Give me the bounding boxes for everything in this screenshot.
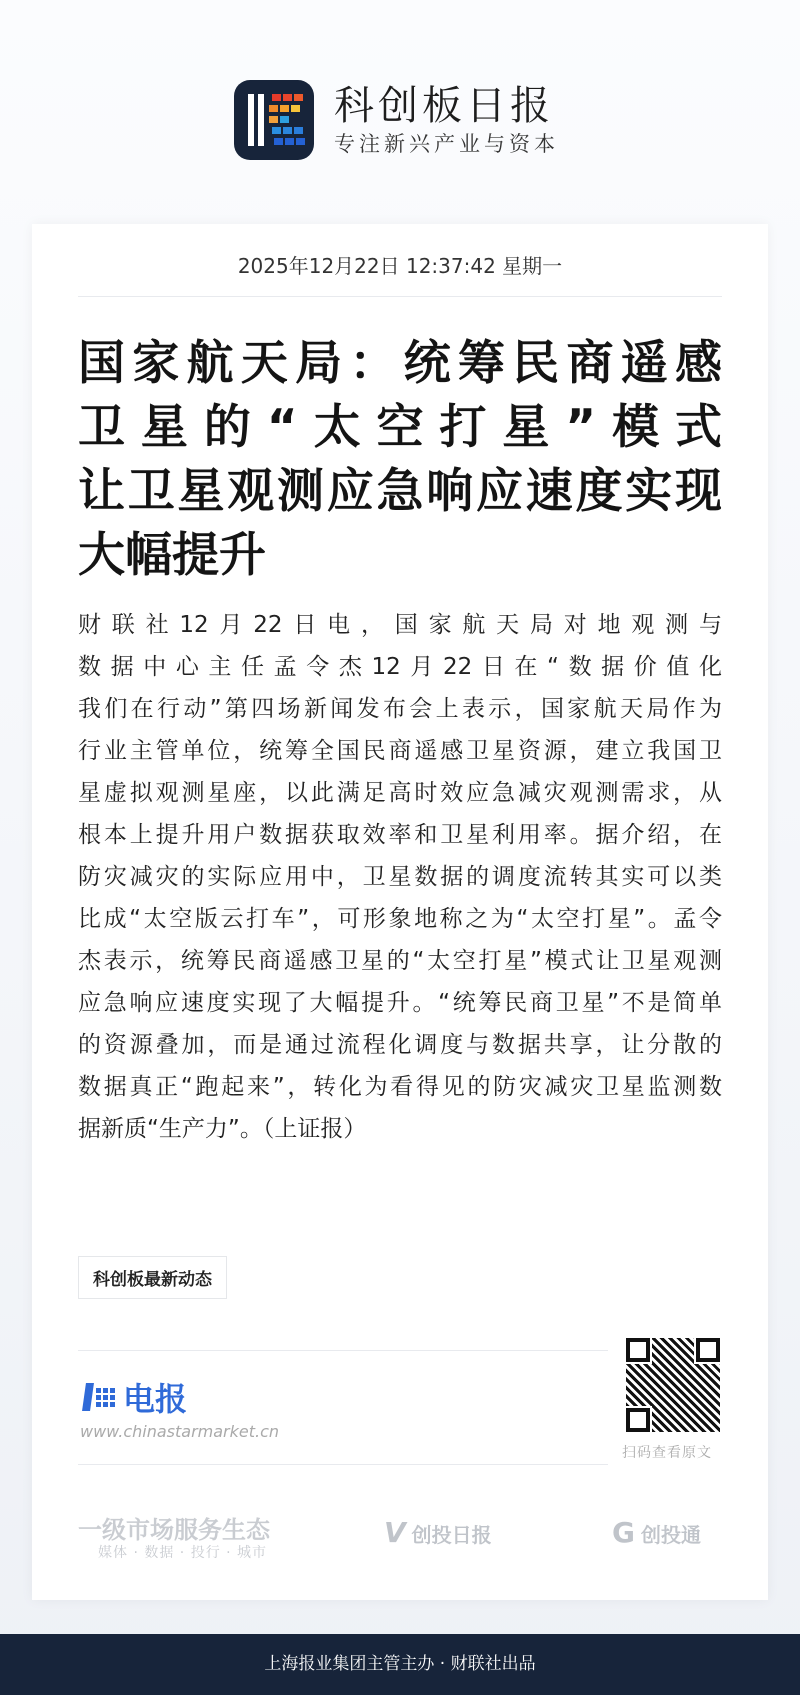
body-line: 据新质“生产力”。（上证报） bbox=[78, 1116, 367, 1142]
brand-name: 科创板日报 bbox=[334, 83, 554, 129]
body-line: 的资源叠加，而是通过流程化调度与数据共享，让分散的 bbox=[78, 1032, 722, 1058]
article-datetime: 2025年12月22日 12:37:42 星期一 bbox=[237, 254, 563, 278]
partner-label: 创投通 bbox=[640, 1523, 701, 1547]
partner-logo-chuangtoutong bbox=[612, 1516, 701, 1549]
dianbao-label: 电报 bbox=[123, 1380, 188, 1418]
ecosystem-subtitle: 媒体 · 数据 · 投行 · 城市 bbox=[98, 1545, 268, 1561]
ecosystem-title: 一级市场服务生态 bbox=[78, 1516, 270, 1544]
divider bbox=[78, 296, 722, 297]
article-body bbox=[78, 604, 722, 1150]
body-line: 行业主管单位，统筹全国民商遥感卫星资源，建立我国卫 bbox=[78, 738, 722, 764]
body-line: 数据真正“跑起来”，转化为看得见的防灾减灾卫星监测数 bbox=[78, 1074, 722, 1100]
body-line: 应急响应速度实现了大幅提升。“统筹民商卫星”不是简单 bbox=[78, 990, 722, 1016]
qr-label: 扫码查看原文 bbox=[622, 1445, 712, 1461]
divider bbox=[78, 1464, 608, 1465]
brand-slogan: 专注新兴产业与资本 bbox=[334, 132, 559, 156]
qr-code-icon[interactable] bbox=[626, 1338, 720, 1432]
body-line: 比成“太空版云打车”，可形象地称之为“太空打星”。孟令 bbox=[78, 906, 722, 932]
body-line: 根本上提升用户数据获取效率和卫星利用率。据介绍，在 bbox=[78, 822, 722, 848]
v-logo-icon: V bbox=[384, 1516, 406, 1549]
body-line: 数据中心主任孟令杰12月22日在“数据价值化 bbox=[78, 654, 722, 680]
brand-logo-icon bbox=[234, 80, 314, 160]
c-logo-icon: G bbox=[612, 1516, 635, 1549]
footer-bar: 上海报业集团主管主办 · 财联社出品 bbox=[0, 1634, 800, 1695]
brand-header bbox=[234, 80, 559, 160]
dianbao-logo bbox=[84, 1374, 187, 1420]
body-line: 财联社12月22日电，国家航天局对地观测与 bbox=[78, 612, 722, 638]
body-line: 防灾减灾的实际应用中，卫星数据的调度流转其实可以类 bbox=[78, 864, 722, 890]
title-line: 大幅提升 bbox=[78, 528, 266, 583]
title-line: 让卫星观测应急响应速度实现 bbox=[78, 464, 722, 519]
title-line: 国家航天局：统筹民商遥感 bbox=[78, 336, 722, 391]
article-card bbox=[32, 224, 768, 1600]
topic-tag[interactable]: 科创板最新动态 bbox=[78, 1256, 227, 1299]
divider bbox=[78, 1350, 608, 1351]
dianbao-logo-icon bbox=[82, 1383, 94, 1411]
article-title bbox=[78, 332, 722, 588]
site-url[interactable]: www.chinastarmarket.cn bbox=[80, 1422, 280, 1441]
body-line: 我们在行动”第四场新闻发布会上表示，国家航天局作为 bbox=[78, 696, 722, 722]
body-line: 杰表示，统筹民商遥感卫星的“太空打星”模式让卫星观测 bbox=[78, 948, 722, 974]
partner-label: 创投日报 bbox=[411, 1523, 492, 1547]
body-line: 星虚拟观测星座，以此满足高时效应急减灾观测需求，从 bbox=[78, 780, 722, 806]
partner-logo-chuangtou-ribao bbox=[384, 1516, 492, 1549]
title-line: 卫星的“太空打星”模式 bbox=[78, 400, 722, 455]
